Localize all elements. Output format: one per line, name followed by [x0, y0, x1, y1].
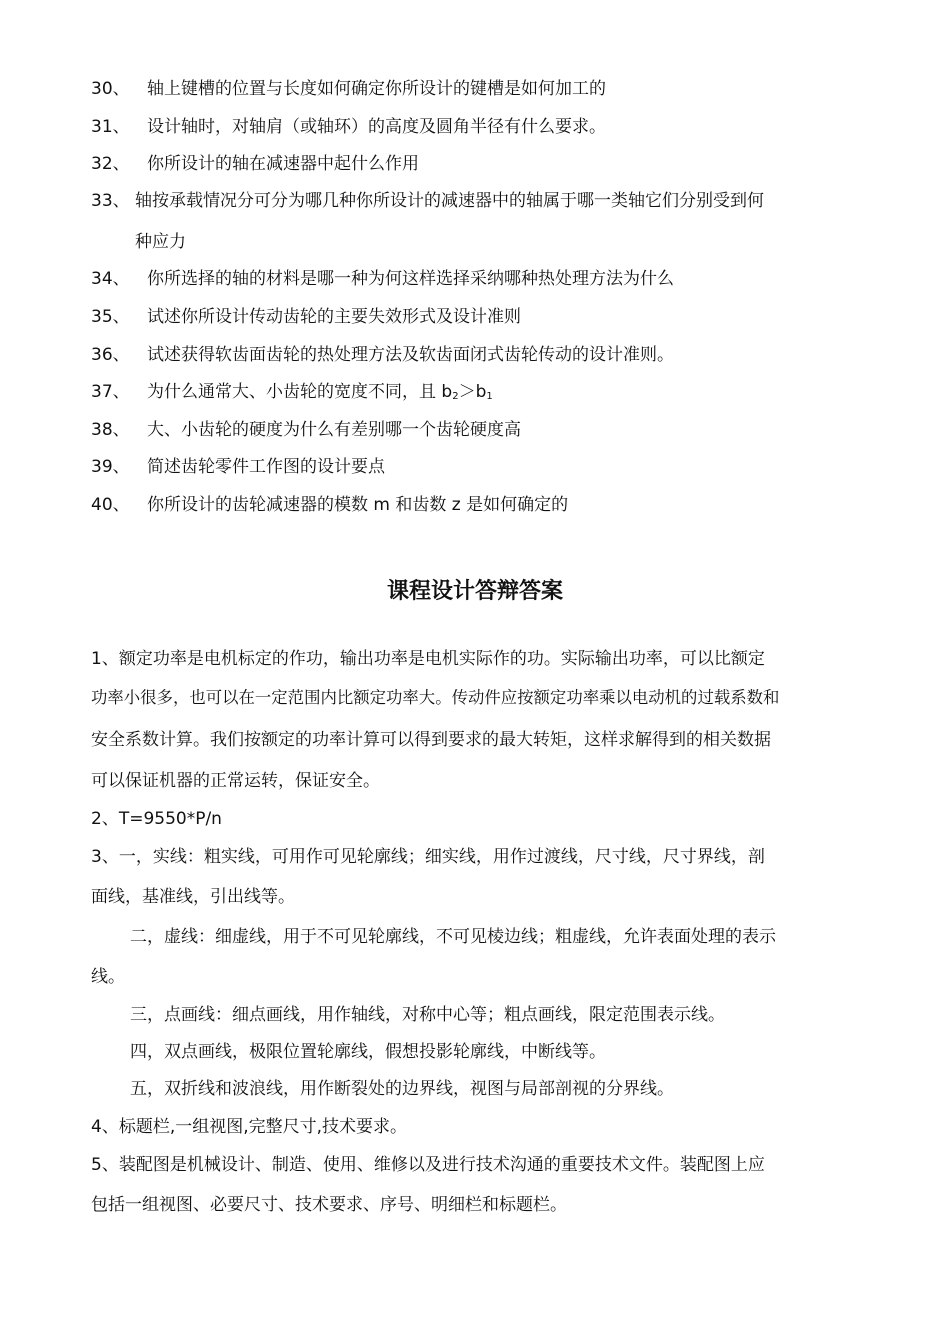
- question-number: 31、: [91, 117, 130, 137]
- answer-1-line: 安全系数计算。我们按额定的功率计算可以得到要求的最大转矩，这样求解得到的相关数据: [91, 730, 771, 750]
- answer-1-line: 功率小很多，也可以在一定范围内比额定功率大。传动件应按额定功率乘以电动机的过载系数和: [91, 688, 780, 707]
- question-number: 34、: [91, 269, 130, 289]
- answer-3-item-two: 二，虚线：细虚线，用于不可见轮廓线，不可见棱边线；粗虚线，允许表面处理的表示: [130, 927, 776, 947]
- answers-title: 课程设计答辩答案: [386, 579, 563, 604]
- question-39: [91, 456, 385, 478]
- question-text: 设计轴时，对轴肩（或轴环）的高度及圆角半径有什么要求。: [147, 117, 606, 137]
- question-text: 为什么通常大、小齿轮的宽度不同，且 b: [147, 382, 453, 402]
- question-number: 35、: [91, 307, 130, 327]
- question-text: 试述获得软齿面齿轮的热处理方法及软齿面闭式齿轮传动的设计准则。: [147, 345, 674, 365]
- answer-1-line: 1、额定功率是电机标定的作功，输出功率是电机实际作的功。实际输出功率，可以比额定: [91, 649, 765, 669]
- answer-3-item-three: 三，点画线：细点画线，用作轴线，对称中心等；粗点画线，限定范围表示线。: [130, 1005, 725, 1025]
- question-31: [91, 116, 606, 138]
- answer-3-item-two-cont: 线。: [91, 967, 125, 987]
- answer-5-line: 包括一组视图、必要尺寸、技术要求、序号、明细栏和标题栏。: [91, 1195, 567, 1215]
- answer-4: 4、标题栏,一组视图,完整尺寸,技术要求。: [91, 1117, 408, 1137]
- answer-5-line: 5、装配图是机械设计、制造、使用、维修以及进行技术沟通的重要技术文件。装配图上应: [91, 1155, 765, 1175]
- answer-3-item-four: 四，双点画线，极限位置轮廓线，假想投影轮廓线，中断线等。: [130, 1042, 606, 1062]
- question-40: [91, 494, 568, 516]
- answer-3-line: 3、一，实线：粗实线，可用作可见轮廓线；细实线，用作过渡线，尺寸线，尺寸界线，剖: [91, 847, 765, 867]
- question-37: [91, 381, 493, 408]
- question-number: 33、: [91, 191, 130, 211]
- question-number: 32、: [91, 154, 130, 174]
- question-text-part: ＞b: [458, 382, 487, 402]
- question-38: [91, 419, 521, 441]
- question-number: 30、: [91, 79, 130, 99]
- answer-2: 2、T=9550*P/n: [91, 809, 222, 829]
- subscript: 1: [486, 391, 493, 402]
- question-33: [91, 190, 764, 212]
- answer-3-item-five: 五，双折线和波浪线，用作断裂处的边界线，视图与局部剖视的分界线。: [130, 1079, 674, 1099]
- question-text: 你所设计的轴在减速器中起什么作用: [147, 154, 419, 174]
- question-text: 试述你所设计传动齿轮的主要失效形式及设计准则: [147, 307, 521, 327]
- question-30: [91, 78, 606, 100]
- question-32: [91, 153, 419, 175]
- question-text: 轴按承载情况分可分为哪几种你所设计的减速器中的轴属于哪一类轴它们分别受到何: [135, 191, 764, 211]
- question-35: [91, 306, 521, 328]
- question-number: 39、: [91, 457, 130, 477]
- subscript: 2: [452, 391, 459, 402]
- question-number: 38、: [91, 420, 130, 440]
- question-number: 36、: [91, 345, 130, 365]
- question-34: [91, 268, 674, 290]
- question-text: 大、小齿轮的硬度为什么有差别哪一个齿轮硬度高: [147, 420, 521, 440]
- question-text: 简述齿轮零件工作图的设计要点: [147, 457, 385, 477]
- question-number: 37、: [91, 382, 130, 402]
- question-33-continuation: 种应力: [135, 232, 186, 252]
- question-text: 轴上键槽的位置与长度如何确定你所设计的键槽是如何加工的: [147, 79, 606, 99]
- answer-3-line: 面线，基准线，引出线等。: [91, 887, 295, 907]
- question-text: 你所选择的轴的材料是哪一种为何这样选择采纳哪种热处理方法为什么: [147, 269, 674, 289]
- question-number: 40、: [91, 495, 130, 515]
- question-text: 你所设计的齿轮减速器的模数 m 和齿数 z 是如何确定的: [147, 495, 569, 515]
- question-36: [91, 344, 674, 366]
- answer-1-line: 可以保证机器的正常运转，保证安全。: [91, 771, 380, 791]
